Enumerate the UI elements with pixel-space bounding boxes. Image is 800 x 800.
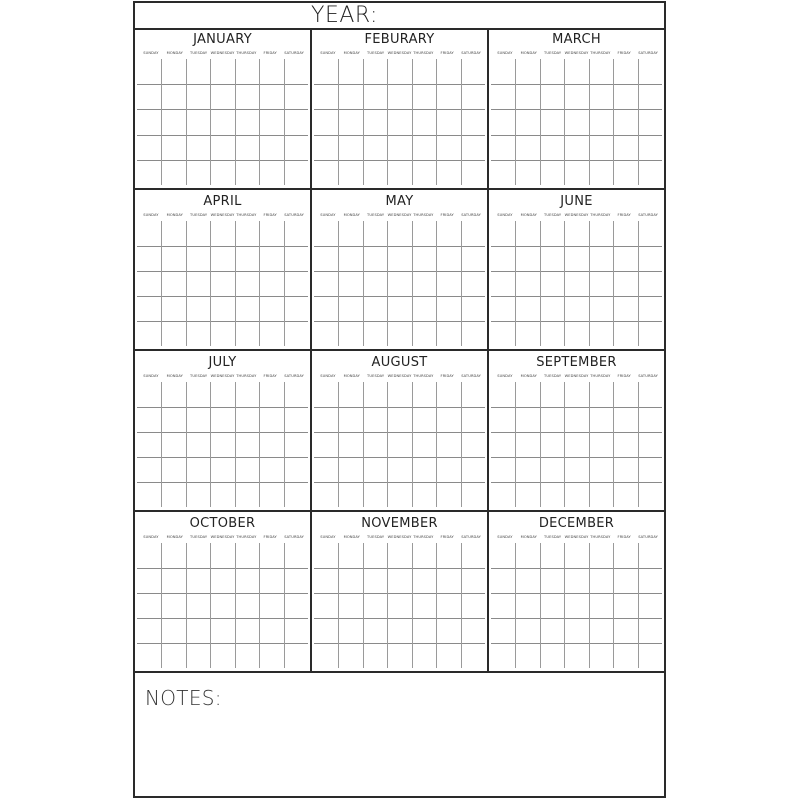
day-divider <box>540 59 541 185</box>
day-header-row <box>493 213 660 218</box>
day-divider <box>436 221 437 346</box>
day-name: TUESDAY <box>190 51 208 55</box>
day-divider <box>235 382 236 507</box>
week-divider <box>314 568 485 569</box>
month-block <box>489 28 664 190</box>
day-divider <box>363 59 364 185</box>
week-divider <box>491 321 662 322</box>
week-divider <box>137 135 308 136</box>
day-name: THURSDAY <box>236 374 257 378</box>
day-name: SATURDAY <box>638 213 658 217</box>
week-divider <box>314 321 485 322</box>
day-name: SUNDAY <box>143 374 159 378</box>
day-name: THURSDAY <box>413 213 434 217</box>
day-name: WEDNESDAY <box>210 374 235 378</box>
month-block <box>489 351 664 512</box>
day-name: WEDNESDAY <box>387 51 412 55</box>
day-divider <box>363 382 364 507</box>
week-divider <box>491 84 662 85</box>
day-divider <box>638 543 639 668</box>
day-divider <box>589 221 590 346</box>
day-name: TUESDAY <box>367 535 385 539</box>
day-name: WEDNESDAY <box>210 535 235 539</box>
week-divider <box>314 109 485 110</box>
day-divider <box>186 59 187 185</box>
day-divider <box>161 221 162 346</box>
day-divider <box>387 59 388 185</box>
day-name: TUESDAY <box>544 51 562 55</box>
day-divider <box>436 382 437 507</box>
day-divider <box>515 59 516 185</box>
day-divider <box>564 543 565 668</box>
day-cells-grid[interactable] <box>137 543 308 668</box>
day-cells-grid[interactable] <box>314 59 485 185</box>
day-divider <box>613 543 614 668</box>
day-divider <box>589 59 590 185</box>
day-name: TUESDAY <box>367 213 385 217</box>
day-divider <box>186 221 187 346</box>
day-divider <box>638 221 639 346</box>
month-block <box>135 351 312 512</box>
day-name: SATURDAY <box>284 374 304 378</box>
day-name: THURSDAY <box>236 535 257 539</box>
day-name: FRIDAY <box>617 374 631 378</box>
day-name: WEDNESDAY <box>387 213 412 217</box>
day-name: MONDAY <box>520 374 537 378</box>
day-divider <box>515 382 516 507</box>
day-name: FRIDAY <box>440 374 454 378</box>
day-divider <box>412 382 413 507</box>
day-name: MONDAY <box>166 51 183 55</box>
day-header-row <box>316 535 483 540</box>
day-name: WEDNESDAY <box>387 535 412 539</box>
week-divider <box>137 482 308 483</box>
month-block <box>489 190 664 351</box>
month-title: MAY <box>385 194 414 209</box>
week-divider <box>491 271 662 272</box>
day-divider <box>515 221 516 346</box>
day-divider <box>638 382 639 507</box>
week-divider <box>314 246 485 247</box>
day-divider <box>338 382 339 507</box>
day-name: SUNDAY <box>497 51 513 55</box>
day-cells-grid[interactable] <box>491 59 662 185</box>
week-divider <box>491 457 662 458</box>
week-divider <box>314 160 485 161</box>
day-name: TUESDAY <box>367 374 385 378</box>
day-name: SUNDAY <box>320 535 336 539</box>
day-divider <box>613 382 614 507</box>
day-divider <box>284 382 285 507</box>
day-divider <box>436 59 437 185</box>
day-name: THURSDAY <box>413 51 434 55</box>
week-divider <box>137 160 308 161</box>
day-name: SATURDAY <box>284 535 304 539</box>
day-cells-grid[interactable] <box>314 221 485 346</box>
months-grid <box>135 28 664 676</box>
month-title: DECEMBER <box>538 516 615 531</box>
week-divider <box>137 271 308 272</box>
day-divider <box>613 221 614 346</box>
month-block <box>312 28 489 190</box>
day-header-row <box>316 51 483 56</box>
day-divider <box>613 59 614 185</box>
day-divider <box>412 543 413 668</box>
week-divider <box>137 432 308 433</box>
week-divider <box>314 618 485 619</box>
day-divider <box>461 59 462 185</box>
day-divider <box>412 59 413 185</box>
year-label: YEAR: <box>311 3 378 28</box>
day-name: WEDNESDAY <box>210 51 235 55</box>
day-name: SUNDAY <box>497 374 513 378</box>
month-block <box>312 351 489 512</box>
day-divider <box>589 543 590 668</box>
week-divider <box>491 160 662 161</box>
day-divider <box>284 221 285 346</box>
day-cells-grid[interactable] <box>491 382 662 507</box>
day-divider <box>387 543 388 668</box>
day-divider <box>638 59 639 185</box>
day-header-row <box>493 51 660 56</box>
week-divider <box>137 568 308 569</box>
day-name: SUNDAY <box>320 213 336 217</box>
day-name: THURSDAY <box>413 535 434 539</box>
week-divider <box>137 84 308 85</box>
month-block <box>312 512 489 673</box>
day-cells-grid[interactable] <box>314 543 485 668</box>
day-name: TUESDAY <box>367 51 385 55</box>
day-name: THURSDAY <box>413 374 434 378</box>
day-divider <box>515 543 516 668</box>
day-name: FRIDAY <box>440 213 454 217</box>
day-divider <box>259 221 260 346</box>
month-block <box>135 190 312 351</box>
day-name: WEDNESDAY <box>564 213 589 217</box>
day-divider <box>564 59 565 185</box>
week-divider <box>491 135 662 136</box>
day-name: MONDAY <box>520 51 537 55</box>
day-name: THURSDAY <box>236 51 257 55</box>
day-name: MONDAY <box>343 213 360 217</box>
day-name: SUNDAY <box>320 374 336 378</box>
month-block <box>135 512 312 673</box>
day-name: SUNDAY <box>497 535 513 539</box>
day-divider <box>436 543 437 668</box>
day-name: FRIDAY <box>617 51 631 55</box>
day-name: FRIDAY <box>440 51 454 55</box>
day-name: WEDNESDAY <box>564 535 589 539</box>
day-header-row <box>139 213 306 218</box>
day-divider <box>161 382 162 507</box>
week-divider <box>491 482 662 483</box>
day-cells-grid[interactable] <box>491 221 662 346</box>
day-name: MONDAY <box>343 535 360 539</box>
yearly-calendar-sheet <box>133 1 666 798</box>
week-divider <box>314 271 485 272</box>
day-name: SATURDAY <box>638 51 658 55</box>
day-divider <box>589 382 590 507</box>
week-divider <box>314 593 485 594</box>
day-name: TUESDAY <box>544 213 562 217</box>
day-divider <box>284 543 285 668</box>
day-divider <box>210 59 211 185</box>
week-divider <box>137 109 308 110</box>
day-divider <box>387 382 388 507</box>
day-cells-grid[interactable] <box>137 221 308 346</box>
day-name: FRIDAY <box>263 213 277 217</box>
day-header-row <box>493 535 660 540</box>
day-name: SATURDAY <box>461 535 481 539</box>
day-name: FRIDAY <box>263 374 277 378</box>
day-name: SATURDAY <box>284 213 304 217</box>
week-divider <box>314 84 485 85</box>
day-name: FRIDAY <box>263 535 277 539</box>
week-divider <box>137 643 308 644</box>
day-divider <box>259 382 260 507</box>
day-cells-grid[interactable] <box>491 543 662 668</box>
week-divider <box>491 568 662 569</box>
day-divider <box>259 59 260 185</box>
week-divider <box>491 432 662 433</box>
day-name: SATURDAY <box>461 51 481 55</box>
month-title: MARCH <box>552 32 601 47</box>
day-divider <box>186 382 187 507</box>
day-name: SUNDAY <box>143 535 159 539</box>
month-title: JULY <box>208 355 237 370</box>
week-divider <box>491 296 662 297</box>
day-divider <box>235 221 236 346</box>
month-block <box>312 190 489 351</box>
day-divider <box>540 382 541 507</box>
day-divider <box>186 543 187 668</box>
day-name: WEDNESDAY <box>564 374 589 378</box>
day-divider <box>235 543 236 668</box>
week-divider <box>137 321 308 322</box>
day-divider <box>363 221 364 346</box>
week-divider <box>314 296 485 297</box>
day-name: THURSDAY <box>590 535 611 539</box>
day-name: MONDAY <box>343 51 360 55</box>
day-divider <box>338 543 339 668</box>
day-name: SATURDAY <box>461 374 481 378</box>
day-divider <box>210 543 211 668</box>
day-name: SUNDAY <box>143 213 159 217</box>
day-name: THURSDAY <box>236 213 257 217</box>
day-divider <box>461 221 462 346</box>
month-title: JUNE <box>560 194 593 209</box>
day-name: MONDAY <box>343 374 360 378</box>
day-divider <box>387 221 388 346</box>
day-name: FRIDAY <box>263 51 277 55</box>
month-title: JANUARY <box>193 32 252 47</box>
day-divider <box>540 543 541 668</box>
day-name: MONDAY <box>166 213 183 217</box>
day-divider <box>210 382 211 507</box>
day-name: FRIDAY <box>440 535 454 539</box>
day-divider <box>461 382 462 507</box>
day-cells-grid[interactable] <box>137 59 308 185</box>
day-header-row <box>316 213 483 218</box>
day-divider <box>284 59 285 185</box>
day-divider <box>161 543 162 668</box>
day-divider <box>564 221 565 346</box>
week-divider <box>491 246 662 247</box>
day-name: THURSDAY <box>590 374 611 378</box>
day-divider <box>161 59 162 185</box>
day-name: TUESDAY <box>544 374 562 378</box>
day-name: MONDAY <box>166 535 183 539</box>
day-name: WEDNESDAY <box>564 51 589 55</box>
day-divider <box>338 59 339 185</box>
day-divider <box>210 221 211 346</box>
day-name: THURSDAY <box>590 213 611 217</box>
day-divider <box>363 543 364 668</box>
week-divider <box>491 109 662 110</box>
day-divider <box>235 59 236 185</box>
week-divider <box>491 618 662 619</box>
day-name: TUESDAY <box>190 213 208 217</box>
week-divider <box>314 432 485 433</box>
month-block <box>135 28 312 190</box>
week-divider <box>314 482 485 483</box>
day-name: TUESDAY <box>544 535 562 539</box>
day-divider <box>412 221 413 346</box>
month-title: NOVEMBER <box>361 516 438 531</box>
day-name: MONDAY <box>520 535 537 539</box>
day-divider <box>461 543 462 668</box>
week-divider <box>137 246 308 247</box>
month-title: AUGUST <box>371 355 428 370</box>
month-title: APRIL <box>203 194 242 209</box>
week-divider <box>491 593 662 594</box>
week-divider <box>137 457 308 458</box>
week-divider <box>137 593 308 594</box>
day-divider <box>540 221 541 346</box>
day-cells-grid[interactable] <box>137 382 308 507</box>
month-title: OCTOBER <box>189 516 256 531</box>
day-name: MONDAY <box>520 213 537 217</box>
day-name: TUESDAY <box>190 374 208 378</box>
week-divider <box>137 618 308 619</box>
day-name: SUNDAY <box>143 51 159 55</box>
day-name: SUNDAY <box>497 213 513 217</box>
day-name: WEDNESDAY <box>210 213 235 217</box>
month-title: FEBURARY <box>364 32 435 47</box>
week-divider <box>491 643 662 644</box>
notes-section[interactable] <box>135 676 664 796</box>
day-header-row <box>139 535 306 540</box>
day-name: FRIDAY <box>617 535 631 539</box>
month-block <box>489 512 664 673</box>
day-name: THURSDAY <box>590 51 611 55</box>
day-name: FRIDAY <box>617 213 631 217</box>
day-name: SUNDAY <box>320 51 336 55</box>
week-divider <box>314 457 485 458</box>
day-name: SATURDAY <box>638 535 658 539</box>
day-header-row <box>493 374 660 379</box>
day-name: MONDAY <box>166 374 183 378</box>
day-divider <box>259 543 260 668</box>
week-divider <box>314 135 485 136</box>
day-cells-grid[interactable] <box>314 382 485 507</box>
day-header-row <box>139 374 306 379</box>
day-header-row <box>139 51 306 56</box>
day-name: SATURDAY <box>284 51 304 55</box>
week-divider <box>491 407 662 408</box>
day-divider <box>338 221 339 346</box>
day-name: WEDNESDAY <box>387 374 412 378</box>
week-divider <box>137 296 308 297</box>
week-divider <box>314 643 485 644</box>
year-header <box>135 3 664 30</box>
month-title: SEPTEMBER <box>536 355 617 370</box>
day-name: SATURDAY <box>461 213 481 217</box>
day-divider <box>564 382 565 507</box>
day-name: SATURDAY <box>638 374 658 378</box>
week-divider <box>314 407 485 408</box>
day-header-row <box>316 374 483 379</box>
day-name: TUESDAY <box>190 535 208 539</box>
week-divider <box>137 407 308 408</box>
notes-label: NOTES: <box>145 686 222 710</box>
